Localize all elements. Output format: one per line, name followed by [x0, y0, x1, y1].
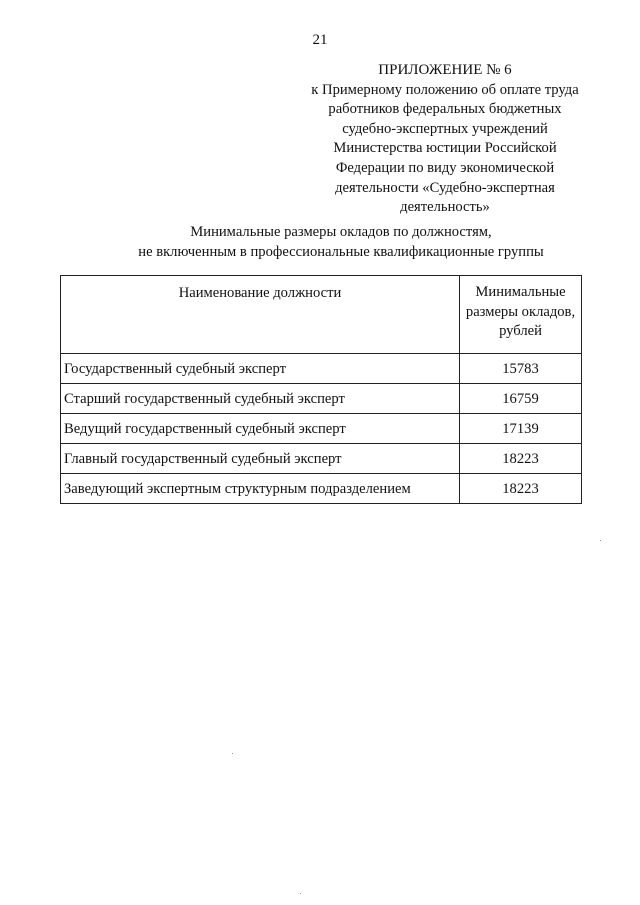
header-salary-line: рублей [499, 323, 542, 339]
position-cell: Заведующий экспертным структурным подразделением [61, 474, 460, 504]
appendix-line: работников федеральных бюджетных [328, 101, 562, 118]
table-title-line: Минимальные размеры окладов по должностям, [190, 224, 492, 240]
appendix-line: деятельности «Судебно-экспертная [335, 179, 555, 196]
position-cell: Главный государственный судебный эксперт [61, 444, 460, 474]
table-title [0, 223, 640, 262]
table-row [61, 414, 582, 444]
appendix-line: деятельность» [400, 199, 490, 216]
position-cell: Старший государственный судебный эксперт [61, 384, 460, 414]
position-cell: Государственный судебный эксперт [61, 354, 460, 384]
salary-table [60, 275, 582, 504]
table-row [61, 474, 582, 504]
scan-speck [300, 893, 301, 894]
salary-cell: 17139 [460, 414, 582, 444]
appendix-header [300, 61, 590, 218]
appendix-line: судебно-экспертных учреждений [342, 120, 548, 137]
appendix-line: к Примерному положению об оплате труда [311, 81, 579, 98]
appendix-heading: ПРИЛОЖЕНИЕ № 6 [378, 62, 512, 78]
salary-cell: 18223 [460, 444, 582, 474]
header-position: Наименование должности [61, 276, 460, 354]
appendix-line: Федерации по виду экономической [335, 159, 555, 176]
salary-cell: 15783 [460, 354, 582, 384]
position-cell: Ведущий государственный судебный эксперт [61, 414, 460, 444]
header-salary-line: Минимальные [475, 284, 566, 300]
table-row [61, 384, 582, 414]
appendix-line: Министерства юстиции Российской [333, 140, 557, 157]
scan-speck [600, 540, 601, 541]
header-salary [460, 276, 582, 354]
table-row [61, 354, 582, 384]
table-title-line: не включенным в профессиональные квалификационные группы [138, 243, 544, 260]
table-row [61, 444, 582, 474]
page-number: 21 [312, 32, 328, 48]
table-header-row [61, 276, 582, 354]
scan-speck [232, 753, 233, 754]
header-salary-line: размеры окладов, [465, 303, 576, 320]
salary-cell: 16759 [460, 384, 582, 414]
salary-cell: 18223 [460, 474, 582, 504]
